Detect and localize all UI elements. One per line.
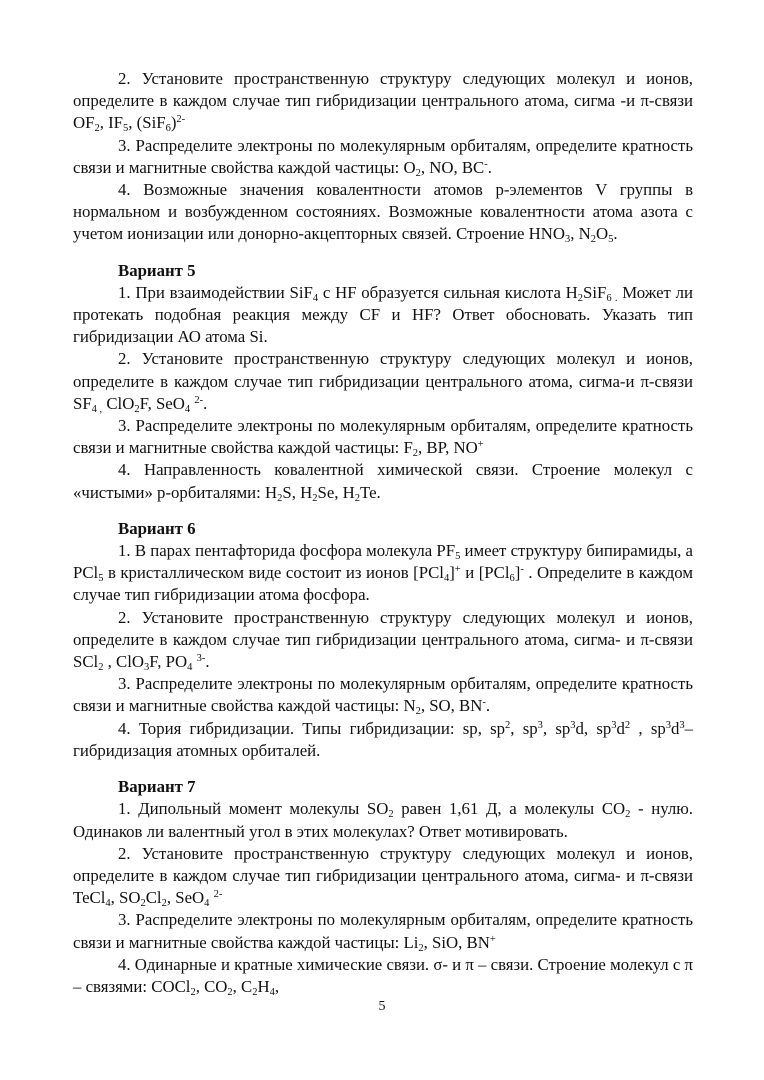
subscript: 2: [354, 492, 361, 504]
text-run: Может ли протекать подобная реакция между CF и HF? Ответ обосновать. Указать тип гибридизации АО атома Si.: [73, 282, 693, 347]
subscript: 4: [269, 986, 275, 998]
text-run: d, sp: [575, 718, 612, 738]
text-run: 2. Установите пространственную структуру следующих молекул и ионов, определите в каждом случае тип гибридизации центрального атома, сигма- и π-связи TeCl: [73, 843, 693, 908]
text-run: , C: [232, 976, 253, 996]
text-run: 4. Направленность ковалентной химической связи. Строение молекул с «чистыми» р-орбиталями: H: [73, 460, 693, 502]
subscript: 5: [98, 573, 104, 585]
superscript: 3: [611, 719, 617, 731]
text-run: d: [671, 718, 680, 738]
task-paragraph: [73, 607, 693, 674]
task-paragraph: [73, 954, 693, 998]
task-paragraph: [73, 909, 693, 953]
text-run: , (SiF: [128, 113, 166, 133]
task-paragraph: [73, 540, 693, 607]
text-run: 4. Одинарные и кратные химические связи. σ- и π – связи. Строение молекул с π – связями: COCl: [73, 954, 693, 996]
subscript: 4: [184, 403, 191, 415]
text-run: , SiO, BN: [423, 932, 490, 952]
document-body: [73, 68, 693, 998]
task-paragraph: [73, 459, 693, 503]
subscript: 2: [227, 986, 233, 998]
variant-heading: [73, 260, 693, 282]
subscript: 5: [608, 234, 614, 246]
subscript: 2: [418, 942, 424, 954]
superscript: 3: [679, 719, 685, 731]
task-paragraph: [73, 673, 693, 717]
text-run: ,: [274, 976, 280, 996]
text-run: – гибридизация атомных орбиталей.: [73, 718, 694, 760]
text-run: , SeO: [166, 888, 205, 908]
text-run: ): [170, 113, 177, 133]
text-run: ]: [514, 563, 521, 583]
task-paragraph: [73, 718, 693, 762]
text-run: 2. Установите пространственную структуру следующих молекул и ионов, определите в каждом случае тип гибридизации центрального атома, сигма -и π-связи OF: [73, 69, 693, 133]
subscript: 4 ,: [91, 403, 103, 415]
subscript: 2: [277, 492, 283, 504]
text-run: 3. Распределите электроны по молекулярным орбиталям, определите кратность связи и магнитные свойства каждой частицы: F: [73, 416, 693, 458]
text-run: Вариант 7: [118, 777, 196, 797]
text-run: , BP, NO: [418, 438, 478, 458]
text-run: .: [205, 652, 210, 672]
text-run: , N: [570, 224, 591, 244]
text-run: O: [596, 224, 609, 244]
subscript: 2: [252, 986, 258, 998]
superscript: +: [489, 933, 496, 945]
superscript: 2: [505, 719, 511, 731]
text-run: F, SeO: [139, 393, 185, 413]
subscript: 3: [144, 662, 150, 674]
superscript: +: [454, 564, 461, 576]
text-run: , IF: [99, 113, 124, 133]
text-run: F, PO: [149, 652, 188, 672]
subscript: 2: [190, 986, 196, 998]
superscript: -: [482, 697, 486, 709]
subscript: 5: [123, 123, 129, 135]
subscript: 2: [625, 809, 631, 821]
superscript: 3-: [196, 653, 206, 665]
text-run: 1. Дипольный момент молекулы SO: [118, 799, 389, 819]
text-run: с HF образуется сильная кислота H: [318, 282, 578, 302]
subscript: 2: [134, 403, 140, 415]
superscript: 3: [570, 719, 576, 731]
variant-heading: [73, 518, 693, 540]
text-run: и [PCl: [460, 563, 510, 583]
text-run: Se, H: [317, 482, 355, 502]
text-run: ClO: [102, 393, 135, 413]
text-run: равен 1,61 Д, а молекулы CO: [393, 799, 626, 819]
subscript: 2: [577, 292, 584, 304]
page-number: 5: [378, 999, 386, 1014]
subscript: 2: [94, 123, 100, 135]
task-paragraph: [73, 843, 693, 910]
subscript: 4: [443, 573, 450, 585]
text-run: . Определите в каждом случае тип гибридизации атома фосфора.: [73, 563, 693, 605]
subscript: 2: [412, 448, 419, 460]
text-run: 3. Распределите электроны по молекулярным орбиталям, определите кратность связи и магнитные свойства каждой частицы: O: [73, 135, 693, 177]
text-run: , CO: [195, 976, 228, 996]
task-paragraph: [73, 282, 693, 349]
superscript: 2: [624, 719, 631, 731]
text-run: 4. Возможные значения ковалентности атомов р-элементов V группы в нормальном и возбужденном состояниях. Возможные ковалентности атома азота с учетом ионизации или донорно-акцепторных связей. Строение HNO: [73, 180, 693, 244]
text-run: S, H: [282, 482, 313, 502]
text-run: имеет структуру бипирамиды, а PCl: [73, 541, 693, 583]
text-run: .: [613, 224, 618, 244]
text-run: Вариант 5: [118, 260, 196, 280]
subscript: 6 .: [606, 292, 618, 304]
superscript: +: [477, 439, 484, 451]
subscript: 3: [564, 234, 571, 246]
text-run: Вариант 6: [118, 518, 196, 538]
variant-heading: [73, 776, 693, 798]
text-run: 2. Установите пространственную структуру следующих молекул и ионов, определите в каждом случае тип гибридизации центрального атома, сигма-и π-связи SF: [73, 349, 693, 413]
subscript: 6: [509, 573, 515, 585]
superscript: 3: [665, 719, 671, 731]
superscript: 2-: [176, 114, 186, 126]
text-run: 3. Распределите электроны по молекулярным орбиталям, определите кратность связи и магнитные свойства каждой частицы: Li: [73, 910, 693, 952]
text-run: 1. В парах пентафторида фосфора молекула PF: [118, 541, 456, 561]
text-run: в кристаллическом виде состоит из ионов [PCl: [103, 563, 444, 583]
text-run: 2. Установите пространственную структуру следующих молекул и ионов, определите в каждом случае тип гибридизации центрального атома, сигма- и π-связи SCl: [73, 607, 693, 672]
text-run: , sp: [542, 718, 571, 738]
text-run: 4. Тория гибридизации. Типы гибридизации: sp, sp: [118, 718, 506, 738]
subscript: 2: [590, 234, 596, 246]
superscript: 2-: [194, 394, 204, 406]
text-run: , sp: [510, 718, 538, 738]
task-paragraph: [73, 348, 693, 415]
text-run: SiF: [583, 282, 607, 302]
text-run: 1. При взаимодействии SiF: [118, 282, 313, 302]
task-paragraph: [73, 415, 693, 459]
superscript: -: [484, 158, 488, 170]
subscript: 2: [415, 167, 421, 179]
task-paragraph: [73, 135, 693, 179]
text-run: 3. Распределите электроны по молекулярным орбиталям, определите кратность связи и магнитные свойства каждой частицы: N: [73, 674, 693, 716]
text-run: , SO, BN: [420, 696, 483, 716]
text-run: .: [485, 696, 491, 716]
task-paragraph: [73, 179, 693, 246]
subscript: 4: [105, 898, 111, 910]
text-run: , sp: [630, 718, 666, 738]
superscript: -: [520, 564, 524, 576]
text-run: , ClO: [103, 652, 145, 672]
text-run: .: [487, 157, 492, 177]
text-run: - нулю. Одинаков ли валентный угол в этих молекулах? Ответ мотивировать.: [73, 799, 693, 841]
text-run: , NO, BC: [420, 157, 485, 177]
subscript: 2: [161, 898, 167, 910]
subscript: 2: [312, 492, 318, 504]
subscript: 2: [415, 706, 421, 718]
subscript: 6: [165, 123, 171, 135]
superscript: 2-: [213, 889, 223, 901]
subscript: 2: [98, 662, 104, 674]
subscript: 5: [455, 551, 461, 563]
text-run: Te.: [360, 482, 381, 502]
task-paragraph: [73, 68, 693, 135]
subscript: 4: [204, 898, 210, 910]
text-run: H: [257, 976, 270, 996]
subscript: 4: [312, 292, 319, 304]
subscript: 4: [187, 662, 193, 674]
text-run: .: [203, 393, 208, 413]
superscript: 3: [537, 719, 543, 731]
text-run: ]: [449, 563, 455, 583]
task-paragraph: [73, 798, 693, 842]
text-run: d: [616, 718, 625, 738]
text-run: , SO: [110, 888, 141, 908]
text-run: Cl: [145, 888, 162, 908]
subscript: 2: [388, 809, 394, 821]
subscript: 2: [140, 898, 146, 910]
